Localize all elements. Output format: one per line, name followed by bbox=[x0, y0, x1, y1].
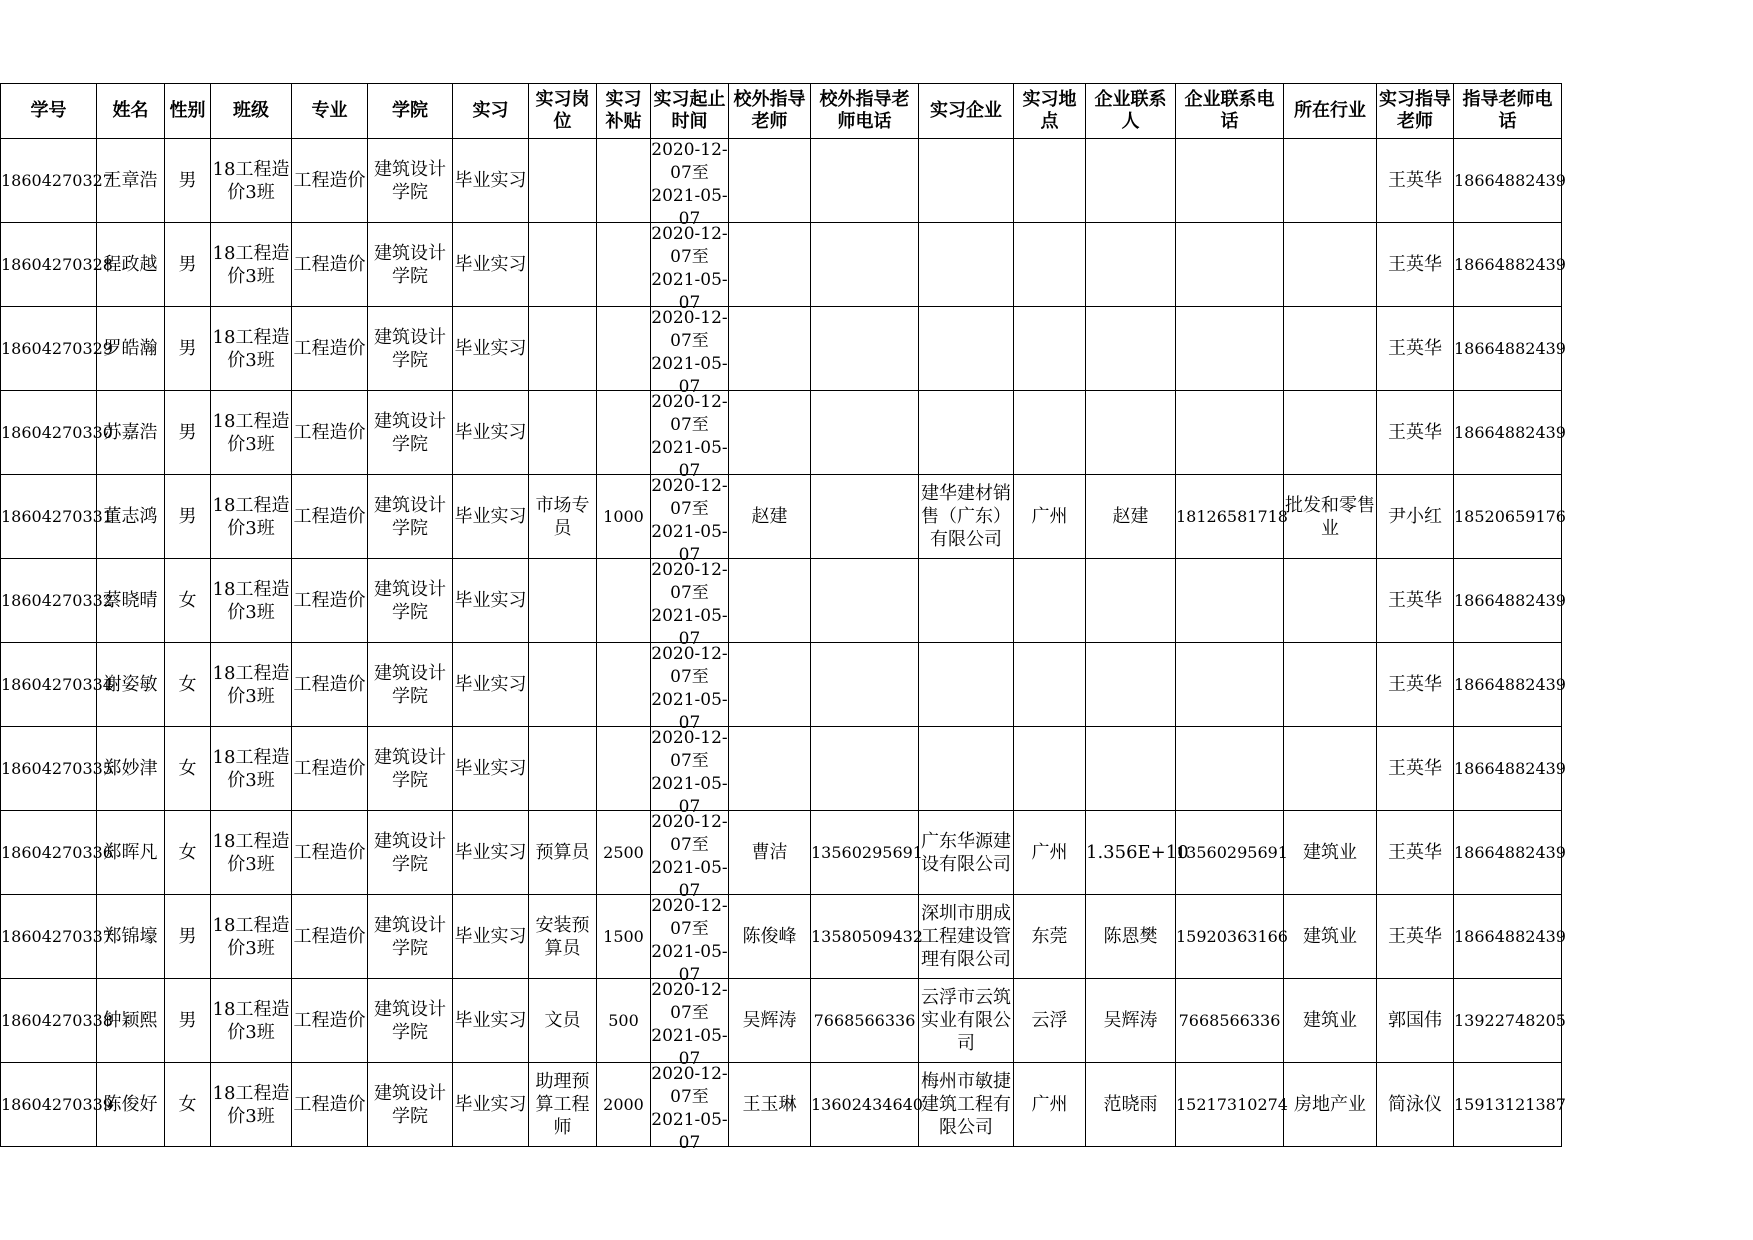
internship-post-cell: 市场专员 bbox=[529, 475, 597, 559]
company-cell bbox=[919, 559, 1014, 643]
period-text: 2020-12-07至2021-05-07 bbox=[651, 728, 728, 817]
gender-cell: 男 bbox=[165, 391, 211, 475]
company-cell bbox=[919, 391, 1014, 475]
student-id-cell: 18604270337 bbox=[1, 895, 97, 979]
college-cell: 建筑设计学院 bbox=[368, 727, 453, 811]
internship-post-cell: 安装预算员 bbox=[529, 895, 597, 979]
external-teacher-cell bbox=[729, 223, 811, 307]
company-contact-cell bbox=[1086, 727, 1176, 811]
student-id-cell: 18604270328 bbox=[1, 223, 97, 307]
internship-post-cell bbox=[529, 139, 597, 223]
teacher-phone-cell: 18664882439 bbox=[1454, 811, 1562, 895]
external-teacher-cell bbox=[729, 391, 811, 475]
student-id-cell: 18604270332 bbox=[1, 559, 97, 643]
subsidy-cell: 1500 bbox=[597, 895, 651, 979]
major-cell: 工程造价 bbox=[292, 1063, 368, 1147]
internship-type-cell: 毕业实习 bbox=[453, 811, 529, 895]
internship-period-cell bbox=[651, 307, 729, 397]
internship-type-cell: 毕业实习 bbox=[453, 643, 529, 727]
teacher-cell: 王英华 bbox=[1377, 223, 1454, 307]
gender-cell: 女 bbox=[165, 559, 211, 643]
major-cell: 工程造价 bbox=[292, 223, 368, 307]
industry-cell: 建筑业 bbox=[1284, 979, 1377, 1063]
external-teacher-cell: 王玉琳 bbox=[729, 1063, 811, 1147]
college-cell: 建筑设计学院 bbox=[368, 307, 453, 391]
column-header-company-contact-phone: 企业联系电话 bbox=[1176, 84, 1284, 139]
internship-post-cell bbox=[529, 643, 597, 727]
teacher-cell: 王英华 bbox=[1377, 139, 1454, 223]
period-text: 2020-12-07至2021-05-07 bbox=[651, 980, 728, 1069]
teacher-cell: 王英华 bbox=[1377, 811, 1454, 895]
major-cell: 工程造价 bbox=[292, 811, 368, 895]
industry-cell bbox=[1284, 727, 1377, 811]
subsidy-cell bbox=[597, 139, 651, 223]
external-teacher-phone-cell: 13560295691 bbox=[811, 811, 919, 895]
subsidy-cell bbox=[597, 727, 651, 811]
major-cell: 工程造价 bbox=[292, 895, 368, 979]
period-text: 2020-12-07至2021-05-07 bbox=[651, 1064, 728, 1153]
gender-cell: 男 bbox=[165, 979, 211, 1063]
college-cell: 建筑设计学院 bbox=[368, 391, 453, 475]
class-cell: 18工程造价3班 bbox=[211, 391, 292, 475]
subsidy-cell bbox=[597, 643, 651, 727]
subsidy-cell bbox=[597, 223, 651, 307]
teacher-cell: 王英华 bbox=[1377, 559, 1454, 643]
company-contact-phone-cell bbox=[1176, 307, 1284, 391]
teacher-cell: 尹小红 bbox=[1377, 475, 1454, 559]
industry-cell: 房地产业 bbox=[1284, 1063, 1377, 1147]
company-cell: 建华建材销售（广东）有限公司 bbox=[919, 475, 1014, 559]
internship-post-cell bbox=[529, 559, 597, 643]
column-header-internship-post: 实习岗位 bbox=[529, 84, 597, 139]
gender-cell: 男 bbox=[165, 895, 211, 979]
company-cell: 广东华源建设有限公司 bbox=[919, 811, 1014, 895]
class-cell: 18工程造价3班 bbox=[211, 895, 292, 979]
header-row bbox=[1, 84, 1562, 139]
location-cell bbox=[1014, 559, 1086, 643]
period-text: 2020-12-07至2021-05-07 bbox=[651, 560, 728, 649]
internship-type-cell: 毕业实习 bbox=[453, 727, 529, 811]
company-contact-phone-cell: 15920363166 bbox=[1176, 895, 1284, 979]
column-header-company-contact: 企业联系人 bbox=[1086, 84, 1176, 139]
table-row bbox=[1, 1063, 1562, 1147]
column-header-external-teacher: 校外指导老师 bbox=[729, 84, 811, 139]
company-cell: 云浮市云筑实业有限公司 bbox=[919, 979, 1014, 1063]
location-cell bbox=[1014, 139, 1086, 223]
teacher-phone-cell: 18664882439 bbox=[1454, 643, 1562, 727]
subsidy-cell: 2000 bbox=[597, 1063, 651, 1147]
student-name-cell: 郑锦壕 bbox=[97, 895, 165, 979]
student-name-cell: 陈俊好 bbox=[97, 1063, 165, 1147]
internship-period-cell bbox=[651, 1063, 729, 1153]
external-teacher-phone-cell: 13602434640 bbox=[811, 1063, 919, 1147]
college-cell: 建筑设计学院 bbox=[368, 1063, 453, 1147]
company-contact-cell: 1.356E+10 bbox=[1086, 811, 1176, 895]
class-cell: 18工程造价3班 bbox=[211, 223, 292, 307]
college-cell: 建筑设计学院 bbox=[368, 139, 453, 223]
column-header-company: 实习企业 bbox=[919, 84, 1014, 139]
college-cell: 建筑设计学院 bbox=[368, 895, 453, 979]
external-teacher-phone-cell bbox=[811, 139, 919, 223]
table-row bbox=[1, 391, 1562, 475]
internship-type-cell: 毕业实习 bbox=[453, 139, 529, 223]
major-cell: 工程造价 bbox=[292, 139, 368, 223]
industry-cell: 建筑业 bbox=[1284, 811, 1377, 895]
subsidy-cell bbox=[597, 307, 651, 391]
table-body bbox=[1, 139, 1566, 1153]
external-teacher-cell bbox=[729, 727, 811, 811]
industry-cell bbox=[1284, 307, 1377, 391]
internship-post-cell bbox=[529, 391, 597, 475]
gender-cell: 女 bbox=[165, 1063, 211, 1147]
student-id-cell: 18604270339 bbox=[1, 1063, 97, 1147]
student-id-cell: 18604270327 bbox=[1, 139, 97, 223]
external-teacher-phone-cell bbox=[811, 559, 919, 643]
student-name-cell: 谢姿敏 bbox=[97, 643, 165, 727]
company-contact-phone-cell bbox=[1176, 559, 1284, 643]
gender-cell: 男 bbox=[165, 307, 211, 391]
subsidy-cell: 1000 bbox=[597, 475, 651, 559]
company-contact-cell bbox=[1086, 223, 1176, 307]
internship-period-cell bbox=[651, 475, 729, 565]
column-header-teacher: 实习指导老师 bbox=[1377, 84, 1454, 139]
external-teacher-phone-cell bbox=[811, 727, 919, 811]
column-header-subsidy: 实习补贴 bbox=[597, 84, 651, 139]
student-id-cell: 18604270334 bbox=[1, 643, 97, 727]
industry-cell: 建筑业 bbox=[1284, 895, 1377, 979]
column-header-major: 专业 bbox=[292, 84, 368, 139]
company-contact-cell bbox=[1086, 391, 1176, 475]
internship-type-cell: 毕业实习 bbox=[453, 475, 529, 559]
column-header-class: 班级 bbox=[211, 84, 292, 139]
subsidy-cell bbox=[597, 559, 651, 643]
company-contact-cell bbox=[1086, 643, 1176, 727]
teacher-cell: 王英华 bbox=[1377, 727, 1454, 811]
location-cell: 广州 bbox=[1014, 475, 1086, 559]
external-teacher-phone-cell: 13580509432 bbox=[811, 895, 919, 979]
column-header-location: 实习地点 bbox=[1014, 84, 1086, 139]
college-cell: 建筑设计学院 bbox=[368, 979, 453, 1063]
class-cell: 18工程造价3班 bbox=[211, 811, 292, 895]
company-contact-phone-cell: 13560295691 bbox=[1176, 811, 1284, 895]
column-header-teacher-phone: 指导老师电话 bbox=[1454, 84, 1562, 139]
industry-cell bbox=[1284, 139, 1377, 223]
location-cell: 广州 bbox=[1014, 1063, 1086, 1147]
class-cell: 18工程造价3班 bbox=[211, 727, 292, 811]
external-teacher-phone-cell: 7668566336 bbox=[811, 979, 919, 1063]
company-contact-phone-cell bbox=[1176, 643, 1284, 727]
column-header-internship-period: 实习起止时间 bbox=[651, 84, 729, 139]
college-cell: 建筑设计学院 bbox=[368, 559, 453, 643]
student-name-cell: 钟颖熙 bbox=[97, 979, 165, 1063]
internship-period-cell bbox=[651, 643, 729, 733]
industry-cell bbox=[1284, 643, 1377, 727]
major-cell: 工程造价 bbox=[292, 559, 368, 643]
external-teacher-phone-cell bbox=[811, 307, 919, 391]
teacher-cell: 王英华 bbox=[1377, 895, 1454, 979]
student-id-cell: 18604270329 bbox=[1, 307, 97, 391]
location-cell bbox=[1014, 643, 1086, 727]
student-name-cell: 程政越 bbox=[97, 223, 165, 307]
internship-period-cell bbox=[651, 139, 729, 229]
column-header-industry: 所在行业 bbox=[1284, 84, 1377, 139]
company-cell bbox=[919, 307, 1014, 391]
table-row bbox=[1, 475, 1562, 559]
teacher-phone-cell: 18664882439 bbox=[1454, 895, 1562, 979]
internship-type-cell: 毕业实习 bbox=[453, 307, 529, 391]
internship-type-cell: 毕业实习 bbox=[453, 223, 529, 307]
external-teacher-cell bbox=[729, 139, 811, 223]
internship-post-cell: 预算员 bbox=[529, 811, 597, 895]
student-id-cell: 18604270330 bbox=[1, 391, 97, 475]
subsidy-cell: 500 bbox=[597, 979, 651, 1063]
external-teacher-cell bbox=[729, 559, 811, 643]
location-cell bbox=[1014, 727, 1086, 811]
company-contact-phone-cell bbox=[1176, 391, 1284, 475]
teacher-phone-cell: 18664882439 bbox=[1454, 391, 1562, 475]
student-name-cell: 王章浩 bbox=[97, 139, 165, 223]
teacher-phone-cell: 18664882439 bbox=[1454, 307, 1562, 391]
industry-cell bbox=[1284, 559, 1377, 643]
class-cell: 18工程造价3班 bbox=[211, 139, 292, 223]
student-id-cell: 18604270338 bbox=[1, 979, 97, 1063]
internship-table bbox=[0, 83, 1566, 1153]
major-cell: 工程造价 bbox=[292, 979, 368, 1063]
student-name-cell: 郑晖凡 bbox=[97, 811, 165, 895]
company-cell bbox=[919, 643, 1014, 727]
company-contact-phone-cell: 18126581718 bbox=[1176, 475, 1284, 559]
college-cell: 建筑设计学院 bbox=[368, 811, 453, 895]
company-contact-cell: 吴辉涛 bbox=[1086, 979, 1176, 1063]
teacher-phone-cell: 15913121387 bbox=[1454, 1063, 1562, 1147]
internship-post-cell: 助理预算工程师 bbox=[529, 1063, 597, 1147]
company-cell: 梅州市敏捷建筑工程有限公司 bbox=[919, 1063, 1014, 1147]
column-header-college: 学院 bbox=[368, 84, 453, 139]
period-text: 2020-12-07至2021-05-07 bbox=[651, 308, 728, 397]
student-id-cell: 18604270335 bbox=[1, 727, 97, 811]
company-contact-cell: 陈恩樊 bbox=[1086, 895, 1176, 979]
internship-post-cell bbox=[529, 223, 597, 307]
company-contact-cell: 范晓雨 bbox=[1086, 1063, 1176, 1147]
table-row bbox=[1, 727, 1562, 811]
gender-cell: 男 bbox=[165, 223, 211, 307]
external-teacher-cell: 陈俊峰 bbox=[729, 895, 811, 979]
class-cell: 18工程造价3班 bbox=[211, 307, 292, 391]
internship-period-cell bbox=[651, 895, 729, 985]
internship-period-cell bbox=[651, 811, 729, 901]
company-contact-phone-cell bbox=[1176, 727, 1284, 811]
external-teacher-cell bbox=[729, 307, 811, 391]
class-cell: 18工程造价3班 bbox=[211, 475, 292, 559]
industry-cell bbox=[1284, 223, 1377, 307]
location-cell bbox=[1014, 391, 1086, 475]
college-cell: 建筑设计学院 bbox=[368, 643, 453, 727]
location-cell bbox=[1014, 223, 1086, 307]
college-cell: 建筑设计学院 bbox=[368, 223, 453, 307]
location-cell: 广州 bbox=[1014, 811, 1086, 895]
column-header-external-teacher-phone: 校外指导老师电话 bbox=[811, 84, 919, 139]
student-name-cell: 蔡晓晴 bbox=[97, 559, 165, 643]
company-cell bbox=[919, 727, 1014, 811]
major-cell: 工程造价 bbox=[292, 727, 368, 811]
internship-period-cell bbox=[651, 391, 729, 481]
location-cell: 东莞 bbox=[1014, 895, 1086, 979]
internship-type-cell: 毕业实习 bbox=[453, 979, 529, 1063]
major-cell: 工程造价 bbox=[292, 391, 368, 475]
company-contact-cell bbox=[1086, 307, 1176, 391]
student-name-cell: 董志鸿 bbox=[97, 475, 165, 559]
company-contact-cell bbox=[1086, 139, 1176, 223]
table-row bbox=[1, 307, 1562, 391]
industry-cell bbox=[1284, 391, 1377, 475]
table-row bbox=[1, 643, 1562, 727]
gender-cell: 女 bbox=[165, 643, 211, 727]
column-header-student-name: 姓名 bbox=[97, 84, 165, 139]
major-cell: 工程造价 bbox=[292, 307, 368, 391]
class-cell: 18工程造价3班 bbox=[211, 1063, 292, 1147]
table-row bbox=[1, 895, 1562, 979]
teacher-cell: 简泳仪 bbox=[1377, 1063, 1454, 1147]
company-contact-cell: 赵建 bbox=[1086, 475, 1176, 559]
subsidy-cell bbox=[597, 391, 651, 475]
teacher-phone-cell: 18664882439 bbox=[1454, 223, 1562, 307]
class-cell: 18工程造价3班 bbox=[211, 559, 292, 643]
company-cell bbox=[919, 139, 1014, 223]
period-text: 2020-12-07至2021-05-07 bbox=[651, 476, 728, 565]
student-id-cell: 18604270331 bbox=[1, 475, 97, 559]
internship-post-cell bbox=[529, 307, 597, 391]
location-cell: 云浮 bbox=[1014, 979, 1086, 1063]
teacher-phone-cell: 18520659176 bbox=[1454, 475, 1562, 559]
industry-cell: 批发和零售业 bbox=[1284, 475, 1377, 559]
column-header-gender: 性别 bbox=[165, 84, 211, 139]
internship-period-cell bbox=[651, 979, 729, 1069]
company-contact-phone-cell: 7668566336 bbox=[1176, 979, 1284, 1063]
period-text: 2020-12-07至2021-05-07 bbox=[651, 140, 728, 229]
company-contact-phone-cell bbox=[1176, 223, 1284, 307]
external-teacher-cell: 赵建 bbox=[729, 475, 811, 559]
internship-period-cell bbox=[651, 727, 729, 817]
internship-type-cell: 毕业实习 bbox=[453, 391, 529, 475]
column-header-internship-type: 实习 bbox=[453, 84, 529, 139]
internship-period-cell bbox=[651, 223, 729, 313]
location-cell bbox=[1014, 307, 1086, 391]
teacher-phone-cell: 18664882439 bbox=[1454, 727, 1562, 811]
table-row bbox=[1, 139, 1562, 223]
internship-type-cell: 毕业实习 bbox=[453, 559, 529, 643]
internship-type-cell: 毕业实习 bbox=[453, 1063, 529, 1147]
teacher-phone-cell: 18664882439 bbox=[1454, 139, 1562, 223]
external-teacher-phone-cell bbox=[811, 391, 919, 475]
column-header-student-id: 学号 bbox=[1, 84, 97, 139]
class-cell: 18工程造价3班 bbox=[211, 643, 292, 727]
external-teacher-cell: 曹洁 bbox=[729, 811, 811, 895]
external-teacher-phone-cell bbox=[811, 475, 919, 559]
student-name-cell: 苏嘉浩 bbox=[97, 391, 165, 475]
gender-cell: 女 bbox=[165, 811, 211, 895]
period-text: 2020-12-07至2021-05-07 bbox=[651, 896, 728, 985]
class-cell: 18工程造价3班 bbox=[211, 979, 292, 1063]
gender-cell: 男 bbox=[165, 475, 211, 559]
external-teacher-cell bbox=[729, 643, 811, 727]
teacher-cell: 王英华 bbox=[1377, 307, 1454, 391]
external-teacher-cell: 吴辉涛 bbox=[729, 979, 811, 1063]
table-row bbox=[1, 979, 1562, 1063]
major-cell: 工程造价 bbox=[292, 475, 368, 559]
student-name-cell: 郑妙津 bbox=[97, 727, 165, 811]
internship-period-cell bbox=[651, 559, 729, 649]
period-text: 2020-12-07至2021-05-07 bbox=[651, 224, 728, 313]
internship-post-cell bbox=[529, 727, 597, 811]
period-text: 2020-12-07至2021-05-07 bbox=[651, 812, 728, 901]
external-teacher-phone-cell bbox=[811, 643, 919, 727]
teacher-cell: 郭国伟 bbox=[1377, 979, 1454, 1063]
teacher-phone-cell: 13922748205 bbox=[1454, 979, 1562, 1063]
teacher-cell: 王英华 bbox=[1377, 391, 1454, 475]
external-teacher-phone-cell bbox=[811, 223, 919, 307]
company-cell: 深圳市朋成工程建设管理有限公司 bbox=[919, 895, 1014, 979]
college-cell: 建筑设计学院 bbox=[368, 475, 453, 559]
student-name-cell: 罗皓瀚 bbox=[97, 307, 165, 391]
company-contact-cell bbox=[1086, 559, 1176, 643]
company-contact-phone-cell: 15217310274 bbox=[1176, 1063, 1284, 1147]
company-contact-phone-cell bbox=[1176, 139, 1284, 223]
table-row bbox=[1, 811, 1562, 895]
subsidy-cell: 2500 bbox=[597, 811, 651, 895]
table-row bbox=[1, 559, 1562, 643]
period-text: 2020-12-07至2021-05-07 bbox=[651, 644, 728, 733]
period-text: 2020-12-07至2021-05-07 bbox=[651, 392, 728, 481]
gender-cell: 男 bbox=[165, 139, 211, 223]
teacher-phone-cell: 18664882439 bbox=[1454, 559, 1562, 643]
company-cell bbox=[919, 223, 1014, 307]
gender-cell: 女 bbox=[165, 727, 211, 811]
table-row bbox=[1, 223, 1562, 307]
student-id-cell: 18604270336 bbox=[1, 811, 97, 895]
teacher-cell: 王英华 bbox=[1377, 643, 1454, 727]
internship-post-cell: 文员 bbox=[529, 979, 597, 1063]
major-cell: 工程造价 bbox=[292, 643, 368, 727]
internship-type-cell: 毕业实习 bbox=[453, 895, 529, 979]
